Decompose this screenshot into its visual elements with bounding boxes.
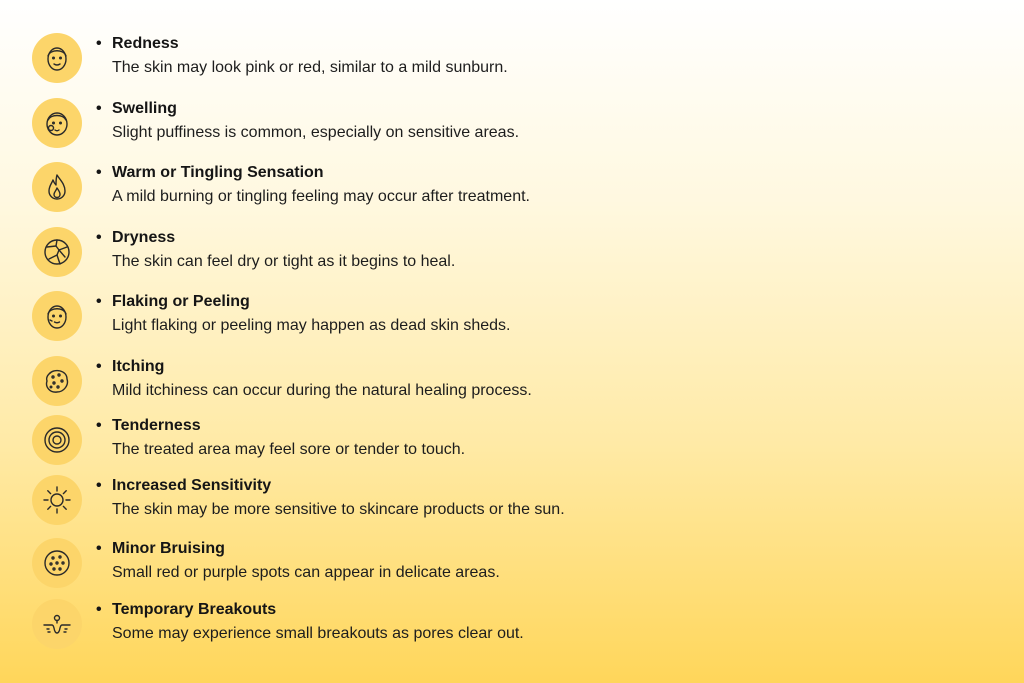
item-description: The skin can feel dry or tight as it begins to heal. bbox=[112, 253, 456, 270]
face-icon bbox=[32, 33, 82, 83]
swollen-face-icon bbox=[32, 98, 82, 148]
peeling-face-icon bbox=[32, 291, 82, 341]
item-description: Small red or purple spots can appear in delicate areas. bbox=[112, 564, 500, 581]
bullet: • bbox=[96, 358, 102, 375]
item-title: Itching bbox=[112, 358, 165, 375]
dotted-circle-icon bbox=[32, 538, 82, 588]
list-item bbox=[32, 475, 732, 531]
item-title: Dryness bbox=[112, 229, 176, 246]
cracked-skin-icon bbox=[32, 227, 82, 277]
bullet: • bbox=[96, 100, 102, 117]
list-item bbox=[32, 356, 732, 412]
bullet: • bbox=[96, 35, 102, 52]
flame-icon bbox=[32, 162, 82, 212]
list-item bbox=[32, 415, 732, 471]
item-title: Increased Sensitivity bbox=[112, 477, 272, 494]
item-title: Tenderness bbox=[112, 417, 201, 434]
item-description: Some may experience small breakouts as pores clear out. bbox=[112, 625, 524, 642]
item-title: Minor Bruising bbox=[112, 540, 225, 557]
item-title: Redness bbox=[112, 35, 179, 52]
bullet: • bbox=[96, 293, 102, 310]
item-description: The treated area may feel sore or tender to touch. bbox=[112, 441, 466, 458]
item-title: Temporary Breakouts bbox=[112, 601, 277, 618]
list-item bbox=[32, 33, 732, 89]
list-item bbox=[32, 291, 732, 347]
itchy-skin-icon bbox=[32, 356, 82, 406]
item-description: Mild itchiness can occur during the natural healing process. bbox=[112, 382, 532, 399]
list-item bbox=[32, 162, 732, 218]
list-item bbox=[32, 227, 732, 283]
item-title: Swelling bbox=[112, 100, 177, 117]
bullet: • bbox=[96, 601, 102, 618]
list-item bbox=[32, 538, 732, 594]
item-title: Warm or Tingling Sensation bbox=[112, 164, 324, 181]
concentric-rings-icon bbox=[32, 415, 82, 465]
list-item bbox=[32, 98, 732, 154]
item-description: Slight puffiness is common, especially on sensitive areas. bbox=[112, 124, 520, 141]
item-description: A mild burning or tingling feeling may occur after treatment. bbox=[112, 188, 530, 205]
item-description: Light flaking or peeling may happen as dead skin sheds. bbox=[112, 317, 511, 334]
item-title: Flaking or Peeling bbox=[112, 293, 250, 310]
bullet: • bbox=[96, 540, 102, 557]
bullet: • bbox=[96, 229, 102, 246]
list-item bbox=[32, 599, 732, 655]
bullet: • bbox=[96, 164, 102, 181]
item-description: The skin may be more sensitive to skincare products or the sun. bbox=[112, 501, 565, 518]
pore-icon bbox=[32, 599, 82, 649]
bullet: • bbox=[96, 417, 102, 434]
item-description: The skin may look pink or red, similar to a mild sunburn. bbox=[112, 59, 508, 76]
sun-icon bbox=[32, 475, 82, 525]
bullet: • bbox=[96, 477, 102, 494]
